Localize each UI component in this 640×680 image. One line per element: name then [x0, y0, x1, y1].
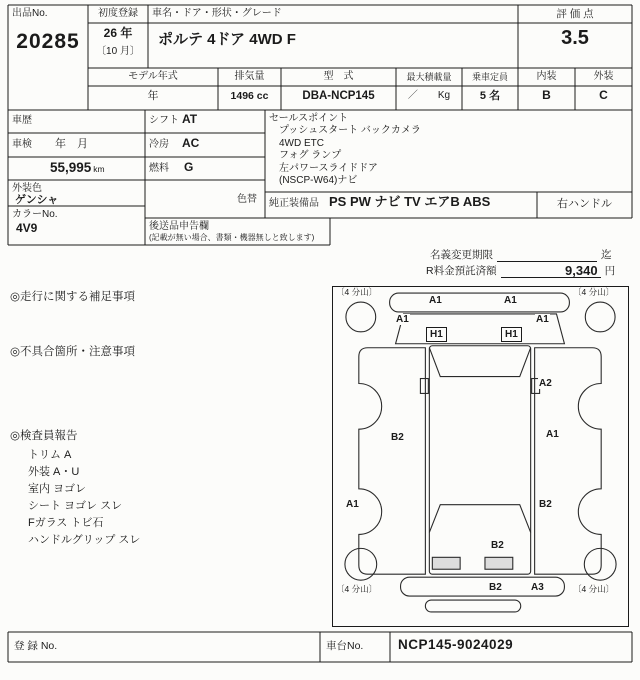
exterior-grade-label: 外装 [593, 71, 614, 82]
tire-rear-right-icon [584, 548, 616, 580]
defects-notes-title: ◎不具合箇所・注意事項 [10, 346, 136, 358]
sales-point-item: (NSCP-W64)ナビ [279, 175, 358, 187]
aircon-label: 冷房 [149, 139, 169, 150]
registration-no-label: 登 録 No. [14, 640, 58, 652]
mileage-unit: km [93, 164, 105, 174]
equipment-label: 純正装備品 [269, 198, 319, 209]
damage-mark: A1 [546, 429, 559, 440]
tire-tread-label: 〔4 分山〕 [573, 287, 615, 297]
damage-mark: H1 [426, 327, 447, 342]
inspector-report-item: トリム A [28, 449, 72, 461]
vehicle-name-label: 車名・ドア・形状・グレード [152, 8, 282, 19]
damage-mark: B2 [491, 540, 504, 551]
inspection-label: 車検 [12, 139, 32, 150]
tire-tread-label: 〔4 分山〕 [573, 584, 615, 594]
model-code-label: 型 式 [323, 71, 354, 82]
rear-lamp-right-shape [485, 557, 513, 569]
first-registration-month: 〔10 月〕 [96, 46, 140, 57]
mileage-notes-title: ◎走行に関する補足事項 [10, 291, 136, 303]
body-color-label: 外装色 [12, 183, 42, 194]
damage-mark: A1 [346, 499, 359, 510]
shift-value: AT [182, 112, 198, 126]
capacity-label: 乗車定員 [471, 72, 508, 82]
recycle-fee-label: R料金預託済額 [426, 265, 497, 277]
inspector-report-item: シート ヨゴレ スレ [28, 500, 123, 512]
model-year-value: 年 [147, 90, 159, 102]
chassis-no-label: 車台No. [326, 640, 364, 652]
interior-grade-label: 内装 [536, 71, 557, 82]
car-damage-diagram [332, 286, 629, 627]
transfer-deadline-suffix: 迄 [601, 249, 612, 261]
rear-under-panel-shape [425, 600, 520, 612]
chassis-no-value: NCP145-9024029 [398, 637, 514, 652]
color-change-label: 色替 [237, 194, 257, 205]
inspector-report-title: ◎検査員報告 [10, 430, 78, 442]
mileage-value: 55,995 [50, 160, 92, 175]
inspection-value: 年 月 [55, 138, 88, 150]
steering-position: 右ハンドル [557, 198, 612, 210]
sales-point-item: フォグ ランプ [279, 150, 342, 162]
sales-points-title: セールスポイント [269, 113, 349, 124]
damage-mark: A1 [429, 295, 442, 306]
recycle-fee-unit: 円 [604, 265, 616, 277]
first-registration-year: 26 年 [103, 26, 133, 40]
displacement-value: 1496 cc [230, 90, 269, 102]
damage-mark: B2 [391, 432, 404, 443]
recycle-fee-amount: 9,340 [501, 264, 601, 278]
color-no-value: 4V9 [16, 221, 38, 235]
tire-rear-left-icon [345, 548, 377, 580]
tire-tread-label: 〔4 分山〕 [336, 584, 378, 594]
vehicle-name-value: ポルテ 4ドア 4WD F [158, 31, 296, 48]
left-side-panel-shape [359, 348, 426, 574]
transfer-deadline-label: 名義変更期限 [430, 249, 493, 261]
windshield-line [429, 348, 530, 377]
fuel-label: 燃料 [149, 163, 169, 174]
damage-mark: A1 [504, 295, 517, 306]
lot-number-label: 出品No. [12, 8, 48, 19]
front-bumper-shape [390, 293, 570, 312]
damage-mark: A1 [536, 314, 549, 325]
rear-lamp-left-shape [432, 557, 460, 569]
aircon-value: AC [182, 136, 200, 150]
model-code-value: DBA-NCP145 [302, 90, 375, 102]
mileage [50, 160, 105, 175]
sales-point-item: プッシュスタート バックカメラ [279, 125, 421, 136]
score-value: 3.5 [561, 27, 589, 49]
damage-mark: B2 [539, 499, 552, 510]
left-mirror-shape [420, 379, 428, 394]
history-label: 車歴 [12, 115, 32, 126]
transfer-deadline-field [497, 248, 597, 262]
capacity-value: 5 名 [479, 90, 501, 102]
car-outline-drawing [333, 287, 628, 626]
score-label: 評 価 点 [556, 8, 594, 20]
exterior-grade-value: C [599, 88, 608, 102]
consignment-note: (記載が無い場合、書類・機器無しと致します) [149, 233, 315, 242]
tire-tread-label: 〔4 分山〕 [336, 287, 378, 297]
equipment-value: PS PW ナビ TV エアB ABS [329, 194, 491, 209]
rear-window-line [429, 505, 530, 533]
damage-mark: B2 [489, 582, 502, 593]
max-load-value: ／ Kg [407, 90, 451, 101]
transfer-deadline-row [430, 247, 612, 262]
inspector-report-list [28, 447, 140, 549]
inspector-report-item: 室内 ヨゴレ [28, 483, 87, 495]
max-load-label: 最大積載量 [406, 72, 452, 82]
color-no-label: カラーNo. [12, 209, 58, 220]
sales-point-item: 左パワースライドドア [279, 162, 378, 174]
displacement-label: 排気量 [234, 71, 265, 82]
shift-label: シフト [149, 115, 179, 126]
consignment-label: 後送品申告欄 [149, 221, 209, 232]
first-registration-label: 初度登録 [98, 8, 138, 19]
model-year-label: モデル年式 [128, 71, 178, 82]
damage-mark: A2 [539, 378, 552, 389]
recycle-fee-row [426, 263, 615, 278]
sales-point-item: 4WD ETC [279, 137, 324, 149]
interior-grade-value: B [542, 88, 551, 102]
damage-mark: H1 [501, 327, 522, 342]
damage-mark: A1 [396, 314, 409, 325]
cabin-shape [429, 346, 530, 574]
damage-mark: A3 [531, 582, 544, 593]
tire-front-right-icon [585, 302, 615, 332]
inspector-report-item: ハンドルグリップ スレ [28, 534, 141, 546]
sales-points-list [279, 125, 421, 188]
fuel-value: G [184, 160, 194, 174]
inspector-report-item: 外装 A・U [28, 466, 80, 478]
body-color-value: ゲンシャ [15, 194, 59, 206]
inspector-report-item: Fガラス トビ石 [28, 517, 104, 529]
tire-front-left-icon [346, 302, 376, 332]
lot-number-value: 20285 [16, 30, 80, 53]
